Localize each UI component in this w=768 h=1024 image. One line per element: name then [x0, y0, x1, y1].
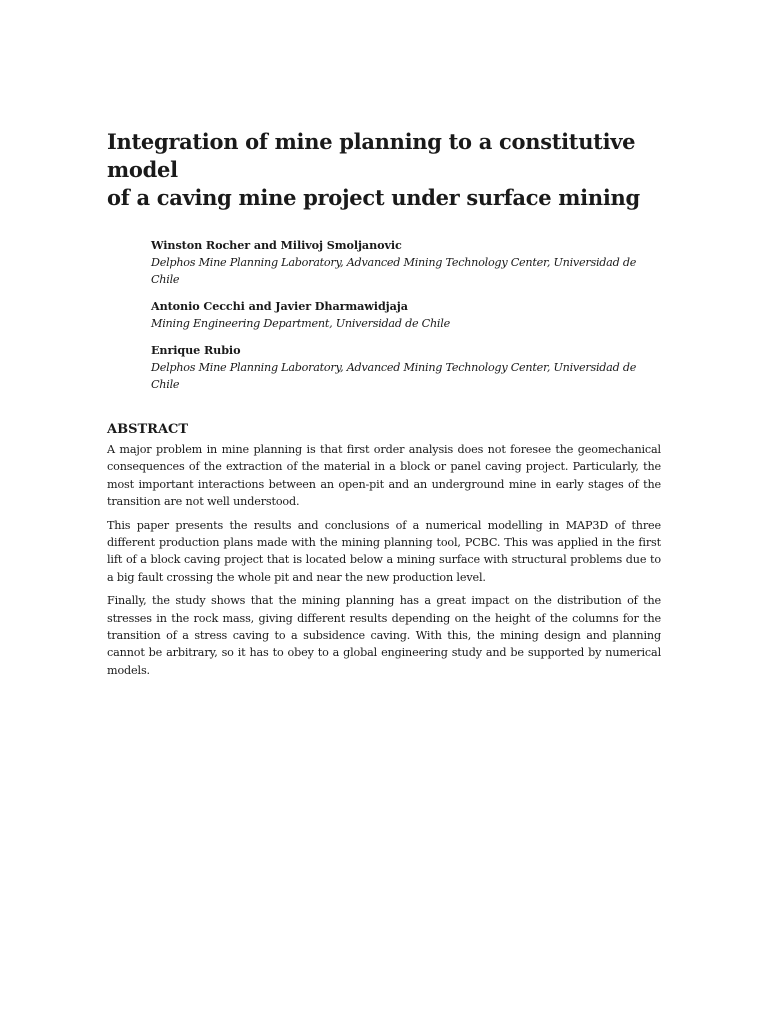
author-names: Winston Rocher and Milivoj Smoljanovic — [151, 238, 402, 252]
author-names: Enrique Rubio — [151, 343, 241, 357]
author-affiliation: Delphos Mine Planning Laboratory, Advanced Mining Technology Center, Universidad de Chile — [151, 361, 637, 391]
author-list — [151, 237, 661, 393]
author-block — [151, 237, 661, 288]
abstract-body — [107, 441, 661, 679]
author-block — [151, 342, 661, 393]
abstract-heading: ABSTRACT — [107, 422, 189, 437]
author-names: Antonio Cecchi and Javier Dharmawidjaja — [151, 299, 408, 313]
author-affiliation: Mining Engineering Department, Universidad de Chile — [151, 317, 450, 330]
author-block — [151, 298, 661, 332]
abstract-paragraph: A major problem in mine planning is that first order analysis does not foresee the geomechanical consequences of the extraction of the material in a block or panel caving project. Particularly, the most important interactions between an open-pit and an underground mine in early stages of the transition are not well understood. — [107, 443, 661, 509]
paper-title-line-1: Integration of mine planning to a constitutive model — [107, 129, 636, 182]
abstract-paragraph: This paper presents the results and conclusions of a numerical modelling in MAP3D of three different production plans made with the mining planning tool, PCBC. This was applied in the first lift of a block caving project that is located below a mining surface with structural problems due to a big fault crossing the whole pit and near the new production level. — [107, 518, 661, 584]
author-affiliation: Delphos Mine Planning Laboratory, Advanced Mining Technology Center, Universidad de Chile — [151, 256, 637, 286]
paper-title — [107, 128, 661, 212]
abstract-paragraph: Finally, the study shows that the mining planning has a great impact on the distribution of the stresses in the rock mass, giving different results depending on the height of the columns for the transition of a stress caving to a subsidence caving. With this, the mining design and planning cannot be arbitrary, so it has to obey to a global engineering study and be supported by numerical models. — [107, 594, 661, 677]
paper-title-line-2: of a caving mine project under surface mining — [107, 185, 640, 210]
paper-page — [107, 128, 661, 685]
